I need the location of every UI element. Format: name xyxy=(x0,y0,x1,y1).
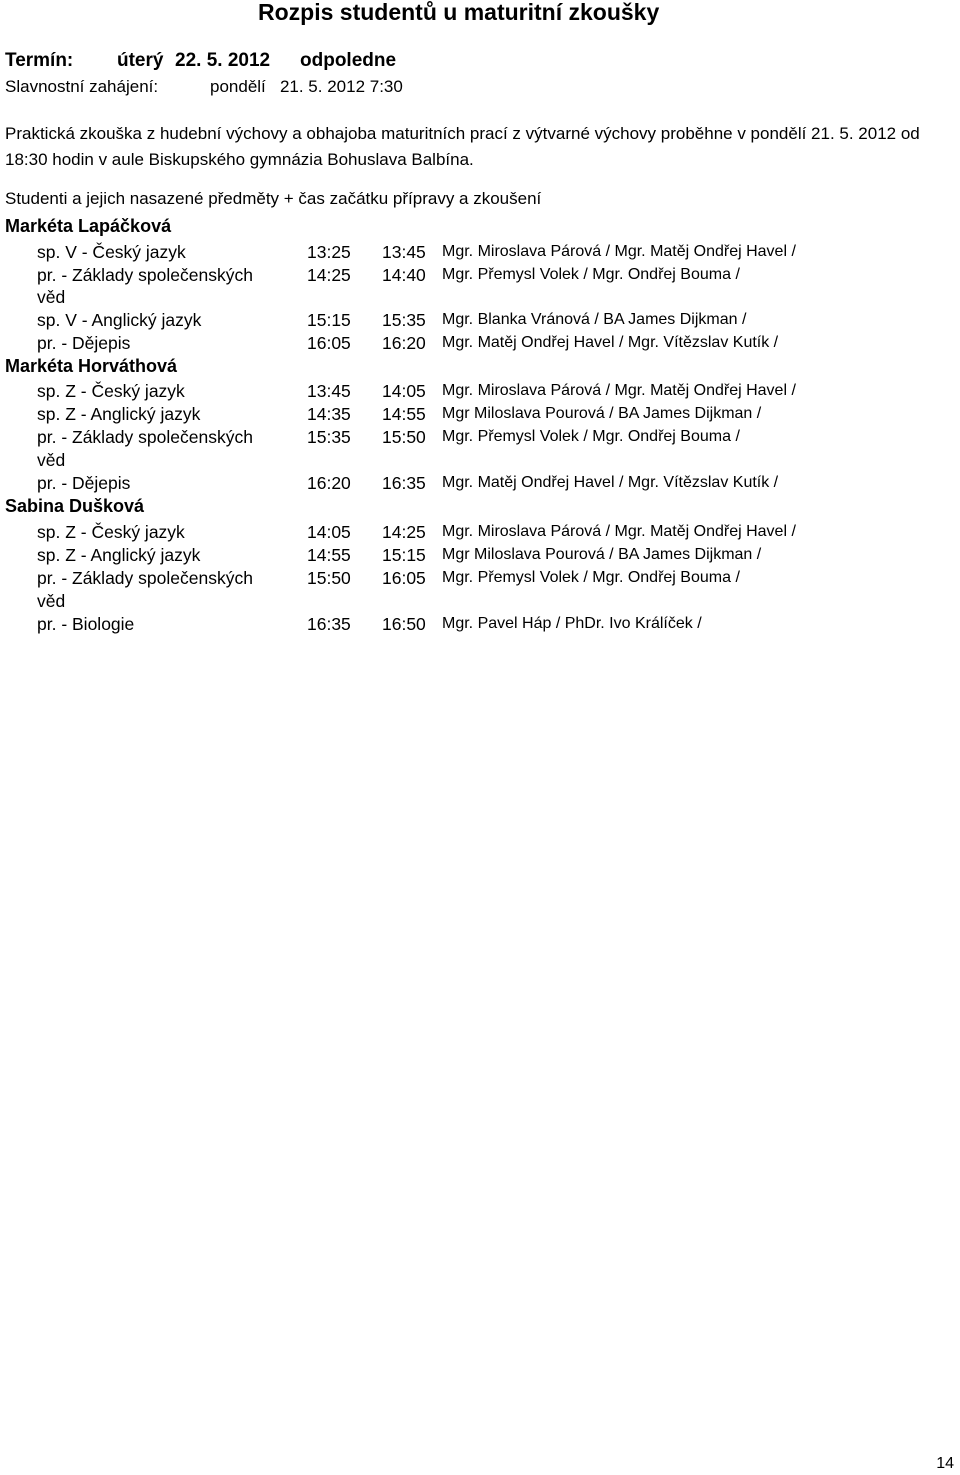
schedule-row xyxy=(0,568,960,590)
schedule-row xyxy=(0,310,960,332)
examiners: Mgr. Pavel Háp / PhDr. Ivo Králíček / xyxy=(442,615,702,632)
exam-time: 14:05 xyxy=(382,381,426,401)
term-day: úterý xyxy=(117,50,164,71)
exam-time: 16:50 xyxy=(382,614,426,634)
subject: pr. - Dějepis xyxy=(37,333,131,353)
examiners: Mgr. Přemysl Volek / Mgr. Ondřej Bouma / xyxy=(442,569,740,586)
term-date: 22. 5. 2012 xyxy=(175,50,271,71)
exam-time: 16:20 xyxy=(382,333,426,353)
subject: pr. - Základy společenských xyxy=(37,568,253,588)
subject: pr. - Biologie xyxy=(37,614,135,634)
student-name: Sabina Dušková xyxy=(5,496,145,516)
exam-time: 15:50 xyxy=(382,427,426,447)
subject: pr. - Dějepis xyxy=(37,473,131,493)
subject: sp. Z - Anglický jazyk xyxy=(37,404,201,424)
opening-ceremony xyxy=(5,77,403,97)
start-time: 15:50 xyxy=(307,568,351,588)
schedule-row xyxy=(0,427,960,449)
schedule-row xyxy=(0,404,960,426)
subject: sp. Z - Anglický jazyk xyxy=(37,545,201,565)
schedule-row xyxy=(0,381,960,403)
examiners: Mgr. Přemysl Volek / Mgr. Ondřej Bouma / xyxy=(442,266,740,283)
practical-exam-note: Praktická zkouška z hudební výchovy a obhajoba maturitních prací z výtvarné výchovy proběhne v pondělí 21. 5. 2012 od 18:30 hodin v aule Biskupského gymnázia Bohuslava Balbína. xyxy=(5,124,920,169)
exam-time: 15:15 xyxy=(382,545,426,565)
examiners: Mgr Miloslava Pourová / BA James Dijkman / xyxy=(442,546,762,563)
schedule-row xyxy=(0,473,960,495)
exam-term xyxy=(5,50,396,72)
start-time: 14:55 xyxy=(307,545,351,565)
exam-time: 15:35 xyxy=(382,310,426,330)
start-time: 15:15 xyxy=(307,310,351,330)
subject: pr. - Základy společenských xyxy=(37,265,253,285)
document-title: Rozpis studentů u maturitní zkoušky xyxy=(258,0,660,25)
subject: sp. V - Český jazyk xyxy=(37,242,186,262)
schedule-intro: Studenti a jejich nasazené předměty + čas začátku přípravy a zkoušení xyxy=(5,189,542,208)
exam-time: 13:45 xyxy=(382,242,426,262)
opening-value: pondělí 21. 5. 2012 7:30 xyxy=(210,77,403,96)
subject-continuation: věd xyxy=(37,591,66,611)
schedule-row xyxy=(0,614,960,636)
schedule-row xyxy=(0,522,960,544)
subject-continuation: věd xyxy=(37,287,66,307)
start-time: 14:35 xyxy=(307,404,351,424)
start-time: 13:45 xyxy=(307,381,351,401)
student-name: Markéta Horváthová xyxy=(5,356,178,376)
exam-time: 16:35 xyxy=(382,473,426,493)
term-part: odpoledne xyxy=(300,50,397,71)
examiners: Mgr. Miroslava Párová / Mgr. Matěj Ondřej Havel / xyxy=(442,243,796,260)
examiners: Mgr. Blanka Vránová / BA James Dijkman / xyxy=(442,311,747,328)
schedule-row xyxy=(0,545,960,567)
start-time: 16:35 xyxy=(307,614,351,634)
schedule-row xyxy=(0,333,960,355)
examiners: Mgr Miloslava Pourová / BA James Dijkman / xyxy=(442,405,762,422)
start-time: 14:05 xyxy=(307,522,351,542)
start-time: 16:05 xyxy=(307,333,351,353)
start-time: 16:20 xyxy=(307,473,351,493)
examiners: Mgr. Matěj Ondřej Havel / Mgr. Vítězslav Kutík / xyxy=(442,474,779,491)
examiners: Mgr. Matěj Ondřej Havel / Mgr. Vítězslav Kutík / xyxy=(442,334,779,351)
examiners: Mgr. Přemysl Volek / Mgr. Ondřej Bouma / xyxy=(442,428,740,445)
subject: sp. Z - Český jazyk xyxy=(37,381,185,401)
exam-time: 14:25 xyxy=(382,522,426,542)
examiners: Mgr. Miroslava Párová / Mgr. Matěj Ondřej Havel / xyxy=(442,523,796,540)
opening-label: Slavnostní zahájení: xyxy=(5,77,159,96)
subject: sp. Z - Český jazyk xyxy=(37,522,185,542)
exam-time: 16:05 xyxy=(382,568,426,588)
start-time: 13:25 xyxy=(307,242,351,262)
schedule-row xyxy=(0,265,960,287)
subject: pr. - Základy společenských xyxy=(37,427,253,447)
start-time: 14:25 xyxy=(307,265,351,285)
subject: sp. V - Anglický jazyk xyxy=(37,310,202,330)
subject-continuation: věd xyxy=(37,450,66,470)
schedule-row xyxy=(0,242,960,264)
student-name: Markéta Lapáčková xyxy=(5,216,172,236)
page-number: 14 xyxy=(936,1455,954,1472)
exam-time: 14:40 xyxy=(382,265,426,285)
exam-time: 14:55 xyxy=(382,404,426,424)
start-time: 15:35 xyxy=(307,427,351,447)
examiners: Mgr. Miroslava Párová / Mgr. Matěj Ondřej Havel / xyxy=(442,382,796,399)
term-label: Termín: xyxy=(5,50,74,71)
